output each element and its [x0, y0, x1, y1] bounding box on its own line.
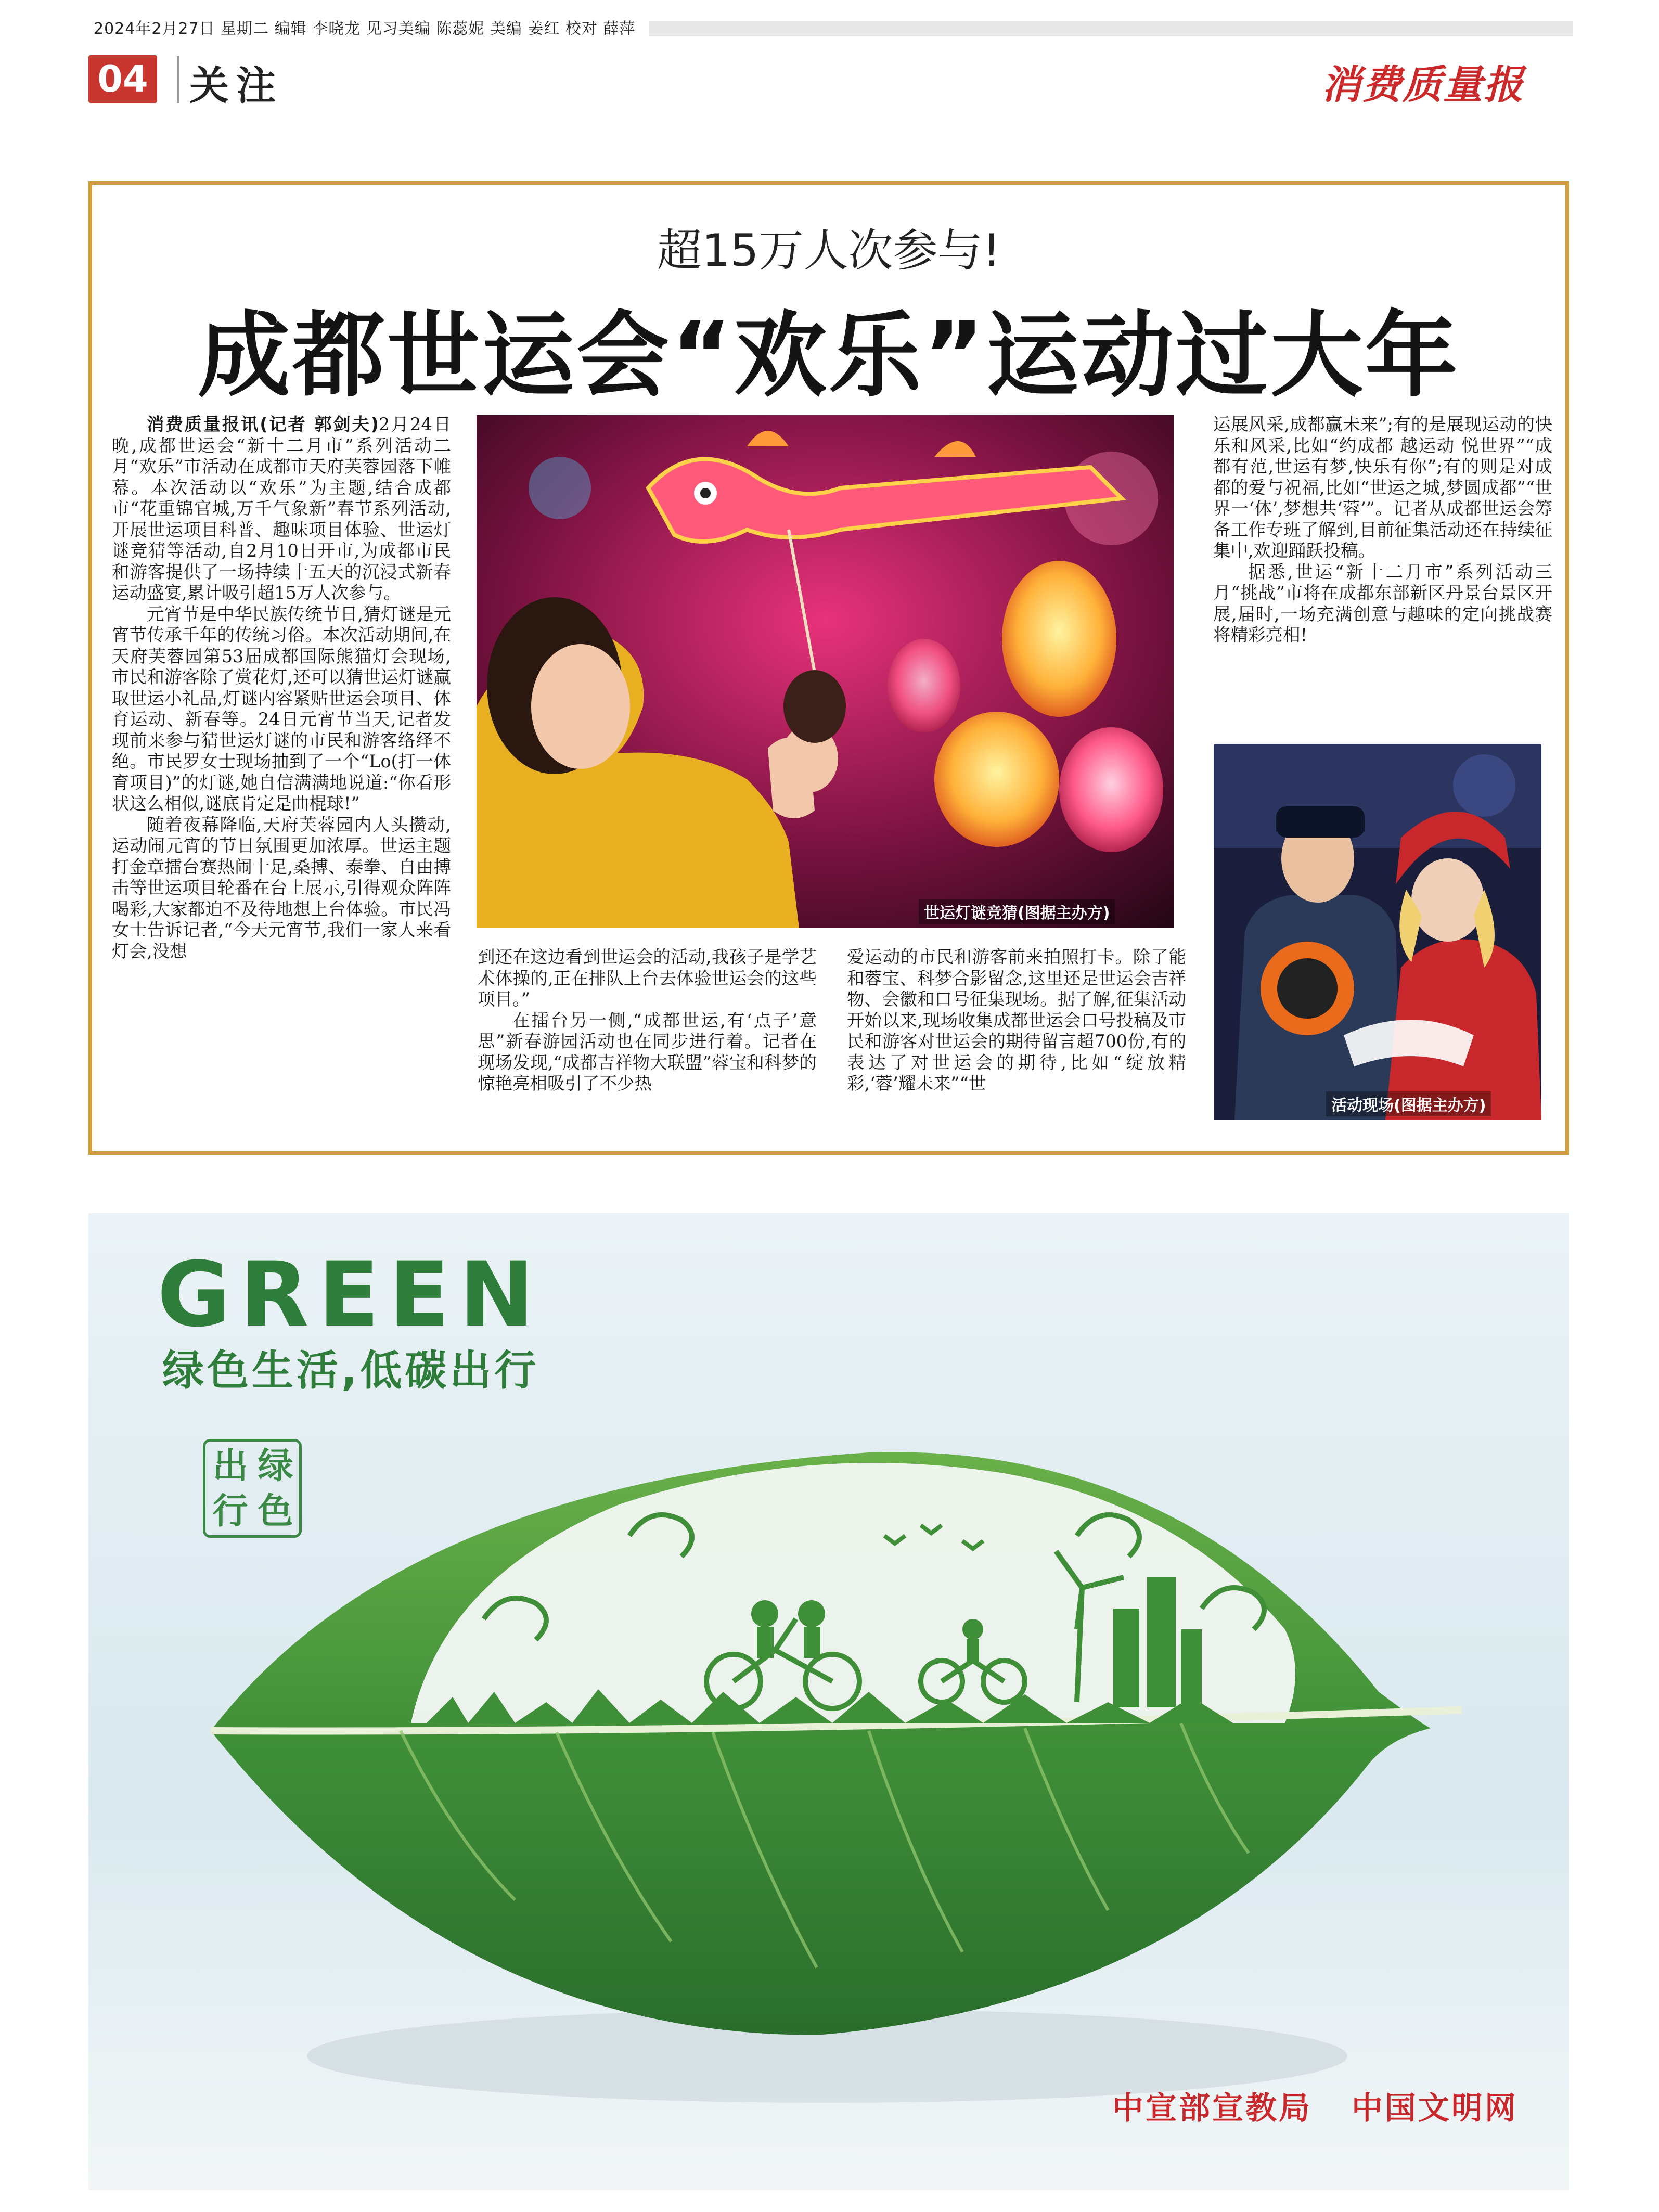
- article-column-2: [478, 947, 817, 1144]
- article-column-4: [1213, 414, 1552, 721]
- photo1-caption: 世运灯谜竞猜(图据主办方): [919, 899, 1115, 924]
- seal-char-4: 色: [258, 1491, 293, 1532]
- lantern-riddle-photo-art: [477, 415, 1174, 928]
- seal-char-1: 出: [212, 1446, 248, 1487]
- psa-sponsor-2: 中国文明网: [1352, 2090, 1518, 2127]
- issue-meta: 2024年2月27日 星期二 编辑 李晓龙 见习美编 陈蕊妮 美编 姜红 校对 薛萍: [94, 20, 636, 38]
- page-number-badge: 04: [88, 55, 157, 103]
- paragraph-3-continued: 到还在这边看到世运会的活动,我孩子是学艺术体操的,正在排队上台去体验世运会的这些项目。”: [478, 947, 817, 1009]
- seal-char-3: 行: [212, 1491, 248, 1532]
- photo2-caption: 活动现场(图据主办方): [1326, 1091, 1491, 1116]
- article-kicker: 超15万人次参与!: [657, 225, 1000, 277]
- event-scene-photo: [1214, 744, 1541, 1120]
- paragraph-1: 2月24日晚,成都世运会“新十二月市”系列活动二月“欢乐”市活动在成都市天府芙蓉园落下帷幕。本次活动以“欢乐”为主题,结合成都市“花重锦官城,万千气象新”春节系列活动,开展世运项目科普、趣味项目体验、世运灯谜竞猜等活动,自2月10日开市,为成都市民和游客提供了一场持续十五天的沉浸式新春运动盛宴,累计吸引超15万人次参与。: [112, 414, 451, 603]
- psa-title: GREEN: [157, 1242, 544, 1347]
- lantern-riddle-photo: [477, 415, 1174, 928]
- paragraph-3: 随着夜幕降临,天府芙蓉园内人头攒动,运动闹元宵的节日氛围更加浓厚。世运主题打金章擂台赛热闹十足,桑搏、泰拳、自由搏击等世运项目轮番在台上展示,引得观众阵阵喝彩,大家都迫不及待地想上台体验。市民冯女士告诉记者,“今天元宵节,我们一家人来看灯会,没想: [112, 814, 451, 961]
- event-scene-photo-art: [1214, 744, 1541, 1120]
- paragraph-4-continued: 爱运动的市民和游客前来拍照打卡。除了能和蓉宝、科梦合影留念,这里还是世运会吉祥物、会徽和口号征集现场。据了解,征集活动开始以来,现场收集成都世运会口号投稿及市民和游客对世运会的期待留言超700份,有的表达了对世运会的期待,比如“绽放精彩,‘蓉’耀未来”“世: [847, 947, 1186, 1094]
- paragraph-5: 据悉,世运“新十二月市”系列活动三月“挑战”市将在成都东部新区丹景台景区开展,届时,一场充满创意与趣味的定向挑战赛将精彩亮相!: [1213, 561, 1552, 645]
- psa-slogan: 绿色生活,低碳出行: [162, 1346, 539, 1395]
- paragraph-4: 在擂台另一侧,“成都世运,有‘点子’意思”新春游园活动也在同步进行着。记者在现场发现,“成都吉祥物大联盟”蓉宝和科梦的惊艳亮相吸引了不少热: [478, 1010, 817, 1094]
- byline: 消费质量报讯(记者 郭剑夫): [147, 414, 379, 434]
- header-rule: [649, 21, 1573, 36]
- paragraph-2: 元宵节是中华民族传统节日,猜灯谜是元宵节传承千年的传统习俗。本次活动期间,在天府芙蓉园第53届成都国际熊猫灯会现场,市民和游客除了赏花灯,还可以猜世运灯谜赢取世运小礼品,灯谜内容紧贴世运会项目、体育运动、新春等。24日元宵节当天,记者发现前来参与猜世运灯谜的市民和游客络绎不绝。市民罗女士现场抽到了一个“Lo(打一体育项目)”的灯谜,她自信满满地说道:“你看形状这么相似,谜底肯定是曲棍球!”: [112, 603, 451, 814]
- seal-char-2: 绿: [258, 1446, 293, 1487]
- green-travel-seal: [203, 1439, 302, 1538]
- newspaper-logo: 消费质量报: [1321, 61, 1524, 108]
- section-divider: [177, 56, 179, 103]
- paragraph-4-end: 运展风采,成都赢未来”;有的是展现运动的快乐和风采,比如“约成都 越运动 悦世界”“成都有范,世运有梦,快乐有你”;有的则是对成都的爱与祝福,比如“世运之城,梦圆成都”“世界一‘体’,梦想共‘蓉’”。记者从成都世运会筹备工作专班了解到,目前征集活动还在持续征集中,欢迎踊跃投稿。: [1213, 414, 1552, 561]
- psa-sponsor-1: 中宣部宣教局: [1112, 2090, 1312, 2127]
- article-headline: 成都世运会“欢乐”运动过大年: [198, 302, 1460, 409]
- article-column-3: [847, 947, 1186, 1144]
- article-column-1: [112, 414, 451, 1142]
- lead-paragraph: [112, 414, 451, 604]
- section-title: 关注: [189, 62, 283, 109]
